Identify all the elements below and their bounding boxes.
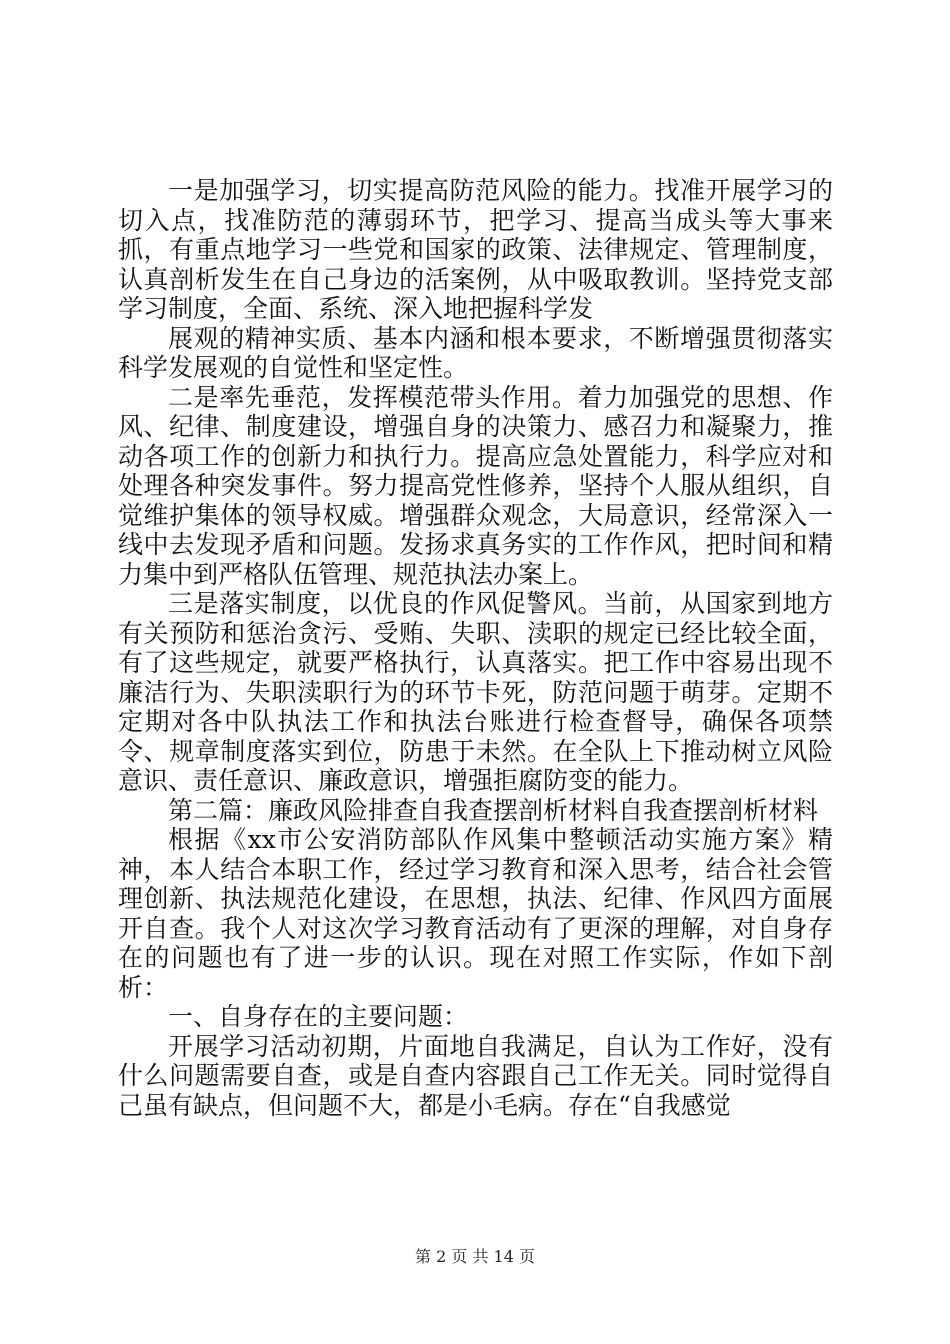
paragraph: 一是加强学习，切实提高防范风险的能力。找准开展学习的切入点，找准防范的薄弱环节，把学习、提高当成头等大事来抓，有重点地学习一些党和国家的政策、法律规定、管理制度，认真剖析发生在自己身边的活案例，从中吸取教训。坚持党支部学习制度，全面、系统、深入地把握科学发: [118, 176, 833, 323]
paragraph: 展观的精神实质、基本内涵和根本要求，不断增强贯彻落实科学发展观的自觉性和坚定性。: [118, 323, 833, 382]
section-heading: 第二篇：廉政风险排查自我查摆剖析材料自我查摆剖析材料: [168, 795, 819, 825]
paragraph: 二是率先垂范，发挥模范带头作用。着力加强党的思想、作风、纪律、制度建设，增强自身的决策力、感召力和凝聚力，推动各项工作的创新力和执行力。提高应急处置能力，科学应对和处理各种突发事件。努力提高党性修养，坚持个人服从组织，自觉维护集体的领导权威。增强群众观念，大局意识，经常深入一线中去发现矛盾和问题。发扬求真务实的工作作风，把时间和精力集中到严格队伍管理、规范执法办案上。: [118, 382, 833, 589]
paragraph: 开展学习活动初期，片面地自我满足，自认为工作好，没有什么问题需要自查，或是自查内容跟自己工作无关。同时觉得自己虽有缺点，但问题不大，都是小毛病。存在“自我感觉: [118, 1031, 833, 1120]
page-footer: 第 2 页 共 14 页: [415, 1247, 535, 1266]
paragraph: 三是落实制度，以优良的作风促警风。当前，从国家到地方有关预防和惩治贪污、受贿、失职、渎职的规定已经比较全面，有了这些规定，就要严格执行，认真落实。把工作中容易出现不廉洁行为、失职渎职行为的环节卡死，防范问题于萌芽。定期不定期对各中队执法工作和执法台账进行检查督导，确保各项禁令、规章制度落实到位，防患于未然。在全队上下推动树立风险意识、责任意识、廉政意识，增强拒腐防变的能力。: [118, 589, 833, 795]
subsection-heading: 一、自身存在的主要问题：: [168, 1002, 469, 1031]
document-body: [118, 176, 833, 1120]
paragraph: 根据《xx市公安消防部队作风集中整顿活动实施方案》精神，本人结合本职工作，经过学习教育和深入思考，结合社会管理创新、执法规范化建设，在思想，执法、纪律、作风四方面展开自查。我个人对这次学习教育活动有了更深的理解，对自身存在的问题也有了进一步的认识。现在对照工作实际，作如下剖析：: [118, 825, 833, 1002]
